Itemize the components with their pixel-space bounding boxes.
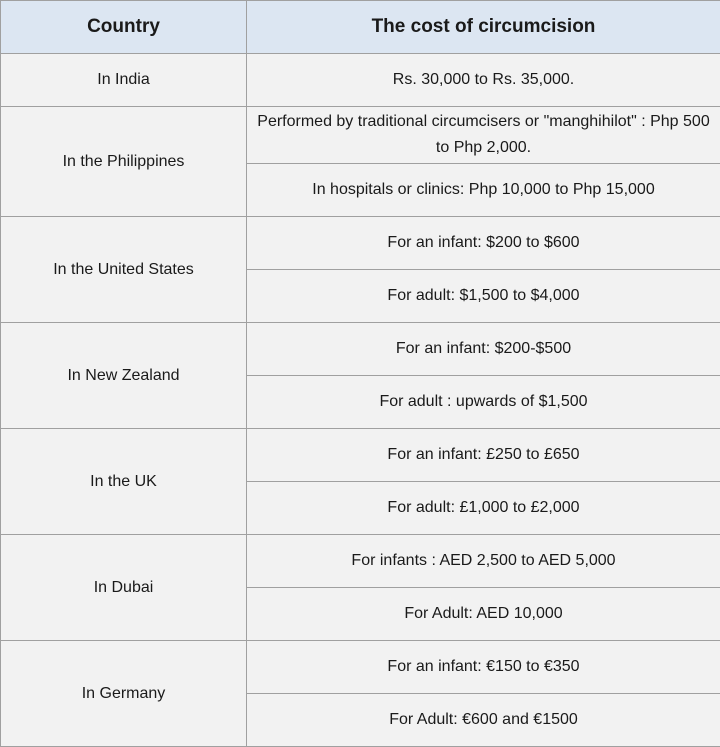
table-row xyxy=(1,641,720,694)
table-row xyxy=(1,54,720,107)
country-cell: In Dubai xyxy=(1,535,247,641)
table-row xyxy=(1,217,720,270)
cost-cell: For Adult: AED 10,000 xyxy=(247,588,720,641)
country-cell: In the UK xyxy=(1,429,247,535)
cost-cell: For Adult: €600 and €1500 xyxy=(247,694,720,747)
table-row xyxy=(1,429,720,482)
cost-cell: For an infant: $200 to $600 xyxy=(247,217,720,270)
country-cell: In New Zealand xyxy=(1,323,247,429)
cost-cell: For adult: £1,000 to £2,000 xyxy=(247,482,720,535)
cost-cell: For an infant: £250 to £650 xyxy=(247,429,720,482)
cost-cell: For infants : AED 2,500 to AED 5,000 xyxy=(247,535,720,588)
cost-cell: For adult : upwards of $1,500 xyxy=(247,376,720,429)
country-cell: In the Philippines xyxy=(1,107,247,217)
cost-cell: In hospitals or clinics: Php 10,000 to Php 15,000 xyxy=(247,164,720,217)
table-row xyxy=(1,107,720,164)
header-row xyxy=(1,1,720,54)
cost-cell: For an infant: $200-$500 xyxy=(247,323,720,376)
country-cell: In Germany xyxy=(1,641,247,747)
country-cell: In India xyxy=(1,54,247,107)
table-row xyxy=(1,323,720,376)
country-cell: In the United States xyxy=(1,217,247,323)
table-row xyxy=(1,535,720,588)
cost-cell: For adult: $1,500 to $4,000 xyxy=(247,270,720,323)
cost-column-header: The cost of circumcision xyxy=(247,1,720,54)
country-column-header: Country xyxy=(1,1,247,54)
cost-cell: Performed by traditional circumcisers or "manghihilot" : Php 500 to Php 2,000. xyxy=(247,107,720,164)
cost-cell: Rs. 30,000 to Rs. 35,000. xyxy=(247,54,720,107)
cost-cell: For an infant: €150 to €350 xyxy=(247,641,720,694)
